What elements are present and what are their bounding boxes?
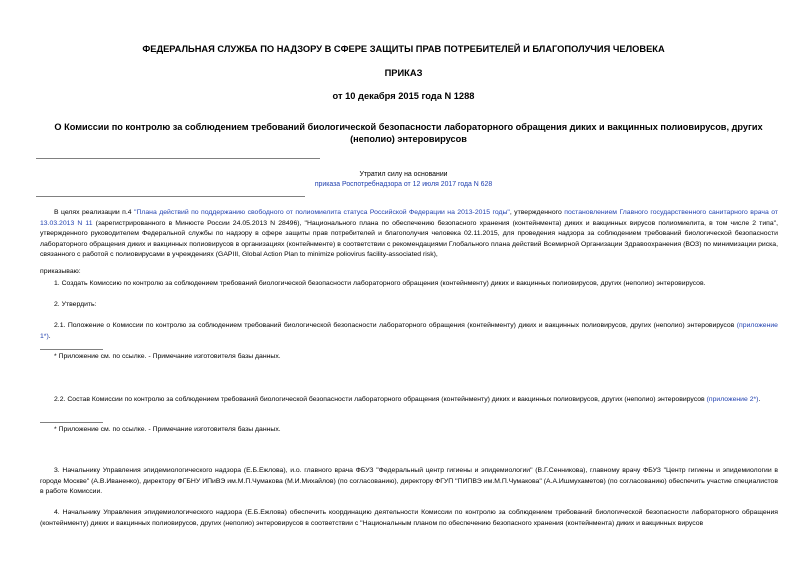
- status-note-text: Утратил силу на основании: [359, 171, 448, 178]
- preamble-text: (зарегистрированного в Минюсте России 24.05.2013 N 28496), "Национального плана по обеспечению безопасного хранения (контейнмента) диких и вакцинных вирусов полиомиелита, в том числе 2 типа", утвержденного руководителем Федеральной службы по надзору в сфере защиты прав потребителей и благополучия человека 02.11.2015, для проведения надзора за соблюдением требований биологической безопасности лабораторного обращения диких и вакцинных полиовирусов в организациях (контейнменте) в соответствии с рекомендациями Глобального плана действий Всемирной Организации Здравоохранения (ВОЗ) по минимизации риска, связанного с работой с полиовирусами в учреждениях (GAPIII, Global Action Plan to minimize poliovirus facility-associated risk),: [40, 219, 778, 259]
- item-2-1-text: 2.1. Положение о Комиссии по контролю за соблюдением требований биологической безопасности лабораторного обращения (контейнменту) диких и вакцинных полиовирусов, других (неполио) энтеровирусов: [54, 322, 737, 329]
- order-word: приказываю:: [40, 268, 81, 275]
- footnote-1: * Приложение см. по ссылке. - Примечание изготовителя базы данных.: [54, 353, 281, 360]
- item-2-1: [40, 321, 778, 342]
- title-divider: [36, 158, 320, 159]
- footnote-2: * Приложение см. по ссылке. - Примечание изготовителя базы данных.: [54, 426, 281, 433]
- item-4: 4. Начальнику Управления эпидемиологического надзора (Е.Б.Ежлова) обеспечить координацию деятельности Комиссии по контролю за соблюдением требований биологической безопасности лабораторного обращения (контейнменту) диких и вакцинных полиовирусов, других (неполио) энтеровирусов в соответствии с "Национальным планом по обеспечению безопасного хранения (контейнмента) диких и вакцинных вирусов: [40, 509, 778, 527]
- document-title: О Комиссии по контролю за соблюдением требований биологической безопасности лабораторного обращения диких и вакцинных полиовирусов, других (неполио) энтеровирусов: [54, 122, 763, 144]
- preamble-paragraph: [40, 208, 778, 261]
- item-1: 1. Создать Комиссию по контролю за соблюдением требований биологической безопасности лабораторного обращения (контейнменту) диких и вакцинных полиовирусов, других (неполио) энтеровирусов.: [54, 280, 706, 287]
- appendix-2-link[interactable]: (приложение 2*): [706, 396, 759, 403]
- footnote-rule: [40, 349, 103, 350]
- preamble-text: В целях реализации п.4: [54, 209, 135, 216]
- item-2-2: [40, 395, 778, 406]
- item-2: 2. Утвердить:: [54, 301, 97, 308]
- item-2-2-text: 2.2. Состав Комиссии по контролю за соблюдением требований биологической безопасности лабораторного обращения (контейнменту) диких и вакцинных полиовирусов, других (неполио) энтеровирусов: [54, 396, 707, 403]
- preamble-text: , утвержденного: [509, 209, 565, 216]
- document-date-number: от 10 декабря 2015 года N 1288: [332, 91, 475, 101]
- status-divider: [36, 196, 305, 197]
- agency-name: ФЕДЕРАЛЬНАЯ СЛУЖБА ПО НАДЗОРУ В СФЕРЕ ЗАЩИТЫ ПРАВ ПОТРЕБИТЕЛЕЙ И БЛАГОПОЛУЧИЯ ЧЕЛОВЕКА: [142, 44, 665, 54]
- item-2-1-end: .: [48, 332, 51, 340]
- appendix-1-link[interactable]: (приложение 1*): [40, 322, 778, 340]
- action-plan-link[interactable]: "Плана действий по поддержанию свободного от полиомиелита статуса Российской Федерации на 2013-2015 годы": [134, 209, 510, 216]
- repeal-order-link[interactable]: приказа Роспотребнадзора от 12 июля 2017 года N 628: [314, 181, 493, 188]
- item-2-2-end: .: [758, 396, 761, 403]
- document-type: ПРИКАЗ: [384, 68, 423, 78]
- resolution-link[interactable]: постановлением Главного государственного санитарного врача от 13.03.2013 N 11: [40, 209, 779, 227]
- footnote-rule: [40, 422, 103, 423]
- item-3: 3. Начальнику Управления эпидемиологического надзора (Е.Б.Ежлова), и.о. главного врача ФБУЗ "Федеральный центр гигиены и эпидемиологии" (В.Г.Сенникова), главному врачу ФБУЗ "Центр гигиены и эпидемиологии в городе Москве" (А.В.Иваненко), директору ФГБНУ ИПиВЭ им.М.П.Чумакова (М.И.Михайлов) (по согласованию), директору ФГУП "ПИПВЭ им.М.П.Чумакова" (А.А.Ишмухаметов) (по согласованию) обеспечить участие специалистов в работе Комиссии.: [40, 467, 778, 496]
